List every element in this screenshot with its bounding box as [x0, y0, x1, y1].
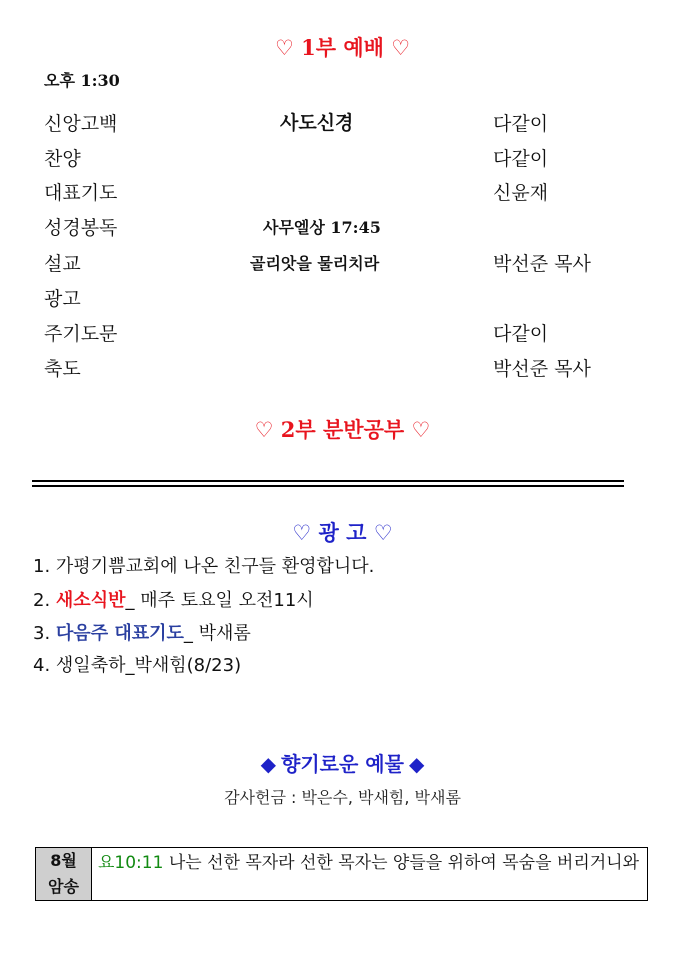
- order-label: 광고: [44, 288, 81, 310]
- order-label: 축도: [44, 358, 81, 380]
- order-leader: 신윤재: [493, 182, 549, 204]
- offering-line: 감사헌금 : 박은수, 박새힘, 박새롬: [224, 788, 461, 807]
- announcement-item: [33, 552, 374, 578]
- service-time: 오후 1:30: [44, 71, 120, 90]
- order-label: 대표기도: [44, 182, 118, 204]
- announcement-text: 생일축하_박새힘(8/23): [55, 655, 242, 676]
- announcement-highlight: 새소식반: [55, 590, 126, 611]
- announcement-text: _ 매주 토요일 오전11시: [125, 590, 314, 611]
- memory-label: 암송: [48, 877, 79, 896]
- announcement-number: 2.: [33, 590, 51, 611]
- divider-bottom-line: [32, 485, 624, 487]
- order-leader: 다같이: [493, 323, 549, 345]
- announcement-highlight: 다음주 대표기도: [55, 623, 184, 644]
- announcement-number: 4.: [33, 655, 51, 676]
- order-leader: 박선준 목사: [493, 253, 591, 275]
- part1-title: ♡ 1부 예배 ♡: [274, 35, 411, 60]
- order-center: 사무엘상 17:45: [263, 218, 381, 237]
- announcement-text: 가평기쁨교회에 나온 친구들 환영합니다.: [55, 556, 375, 577]
- announcement-number: 3.: [33, 623, 51, 644]
- announcements-title: ♡ 광 고 ♡: [292, 520, 393, 545]
- order-leader: 박선준 목사: [493, 358, 591, 380]
- order-label: 찬양: [44, 148, 81, 170]
- announcement-item: [33, 586, 314, 612]
- diamond-icon: ◆: [409, 752, 425, 776]
- divider-top-line: [32, 480, 624, 482]
- memory-month: 8월: [50, 851, 77, 870]
- order-label: 설교: [44, 253, 81, 275]
- announcement-item: [33, 619, 251, 645]
- memory-verse-cell: [92, 848, 648, 901]
- order-label: 주기도문: [44, 323, 118, 345]
- order-label: 신앙고백: [44, 113, 118, 135]
- announcement-item: [33, 651, 241, 677]
- announcement-text: _ 박새롬: [183, 623, 251, 644]
- memory-verse-table: [35, 847, 648, 901]
- announcement-number: 1.: [33, 556, 51, 577]
- diamond-icon: ◆: [260, 752, 276, 776]
- part2-title: ♡ 2부 분반공부 ♡: [254, 417, 431, 442]
- order-leader: 다같이: [493, 148, 549, 170]
- order-leader: 다같이: [493, 113, 549, 135]
- verse-text: 나는 선한 목자라 선한 목자는 양들을 위하여 목숨을 버리거니와: [163, 853, 640, 873]
- order-label: 성경봉독: [44, 217, 118, 239]
- order-center: 사도신경: [280, 112, 354, 134]
- verse-reference: 요10:11: [98, 853, 164, 873]
- order-center: 골리앗을 물리치라: [250, 254, 380, 273]
- memory-label-cell: [36, 848, 92, 901]
- offering-heading: [0, 748, 685, 777]
- offering-title: 향기로운 예물: [281, 752, 404, 776]
